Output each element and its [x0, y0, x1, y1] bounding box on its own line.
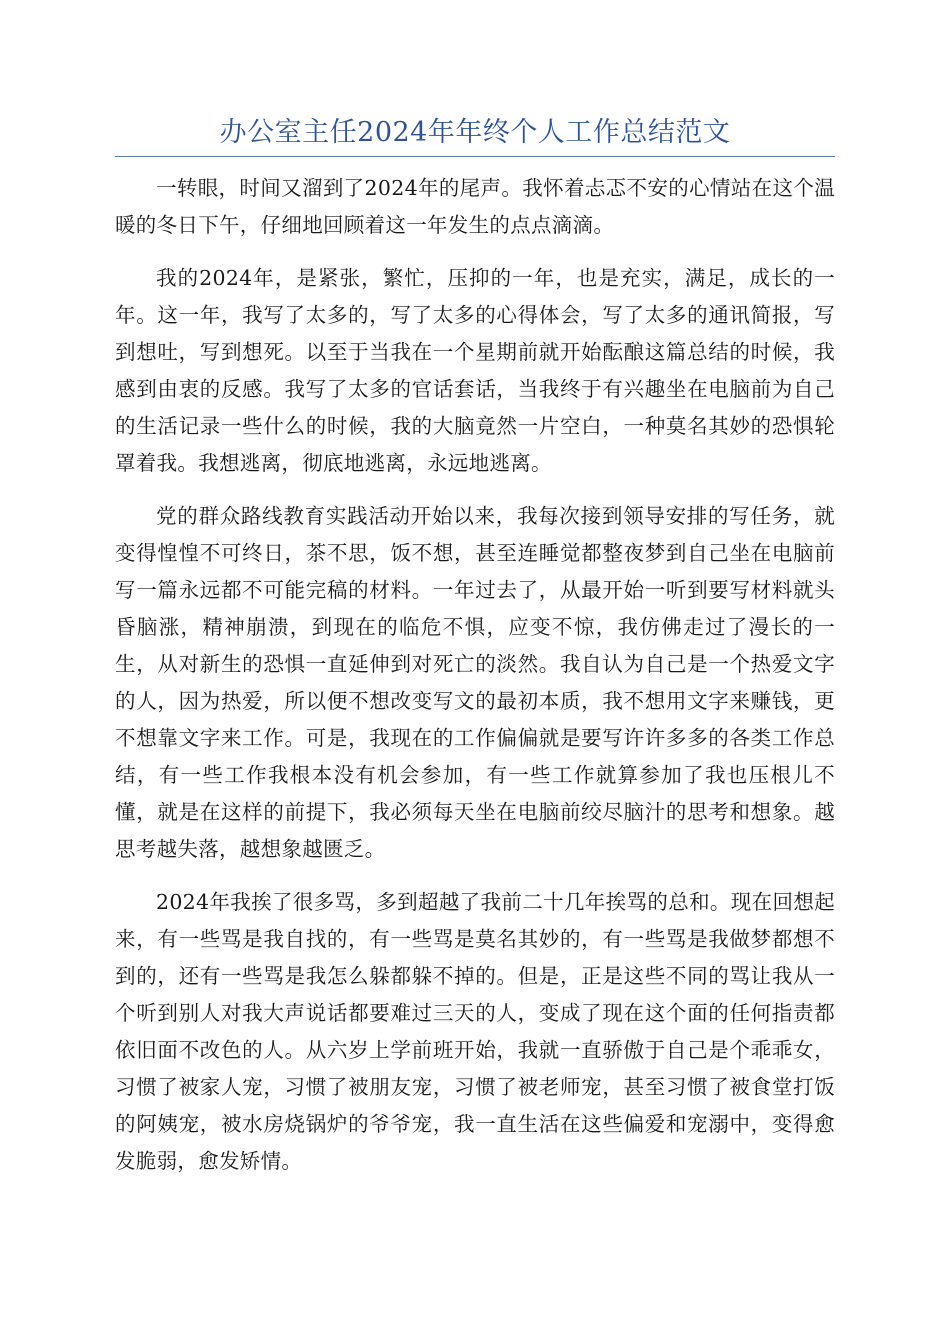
- document-title: 办公室主任2024年年终个人工作总结范文: [219, 117, 731, 148]
- paragraph-3: 党的群众路线教育实践活动开始以来，我每次接到领导安排的写任务，就变得惶惶不可终日，茶不思，饭不想，甚至连睡觉都整夜梦到自己坐在电脑前写一篇永远都不可能完稿的材料。一年过去了，从最开始一听到要写材料就头昏脑涨，精神崩溃，到现在的临危不惧，应变不惊，我仿佛走过了漫长的一生，从对新生的恐惧一直延伸到对死亡的淡然。我自认为自己是一个热爱文字的人，因为热爱，所以便不想改变写文的最初本质，我不想用文字来赚钱，更不想靠文字来工作。可是，我现在的工作偏偏就是要写许许多多的各类工作总结，有一些工作我根本没有机会参加，有一些工作就算参加了我也压根儿不懂，就是在这样的前提下，我必须每天坐在电脑前绞尽脑汁的思考和想象。越思考越失落，越想象越匮乏。: [115, 504, 835, 861]
- paragraph-2: 我的2024年，是紧张，繁忙，压抑的一年，也是充实，满足，成长的一年。这一年，我写了太多的，写了太多的心得体会，写了太多的通讯简报，写到想吐，写到想死。以至于当我在一个星期前就开始酝酿这篇总结的时候，我感到由衷的反感。我写了太多的官话套话，当我终于有兴趣坐在电脑前为自己的生活记录一些什么的时候，我的大脑竟然一片空白，一种莫名其妙的恐惧轮罩着我。我想逃离，彻底地逃离，永远地逃离。: [115, 266, 835, 475]
- paragraph-4: 2024年我挨了很多骂，多到超越了我前二十几年挨骂的总和。现在回想起来，有一些骂是我自找的，有一些骂是莫名其妙的，有一些骂是我做梦都想不到的，还有一些骂是我怎么躲都躲不掉的。但是，正是这些不同的骂让我从一个听到别人对我大声说话都要难过三天的人，变成了现在这个面的任何指责都依旧面不改色的人。从六岁上学前班开始，我就一直骄傲于自己是个乖乖女，习惯了被家人宠，习惯了被朋友宠，习惯了被老师宠，甚至习惯了被食堂打饭的阿姨宠，被水房烧锅炉的爷爷宠，我一直生活在这些偏爱和宠溺中，变得愈发脆弱，愈发矫情。: [115, 890, 835, 1173]
- title-block: [115, 110, 835, 157]
- paragraph-1: 一转眼，时间又溜到了2024年的尾声。我怀着忐忑不安的心情站在这个温暖的冬日下午，仔细地回顾着这一年发生的点点滴滴。: [115, 176, 835, 237]
- document-body: [115, 170, 835, 1196]
